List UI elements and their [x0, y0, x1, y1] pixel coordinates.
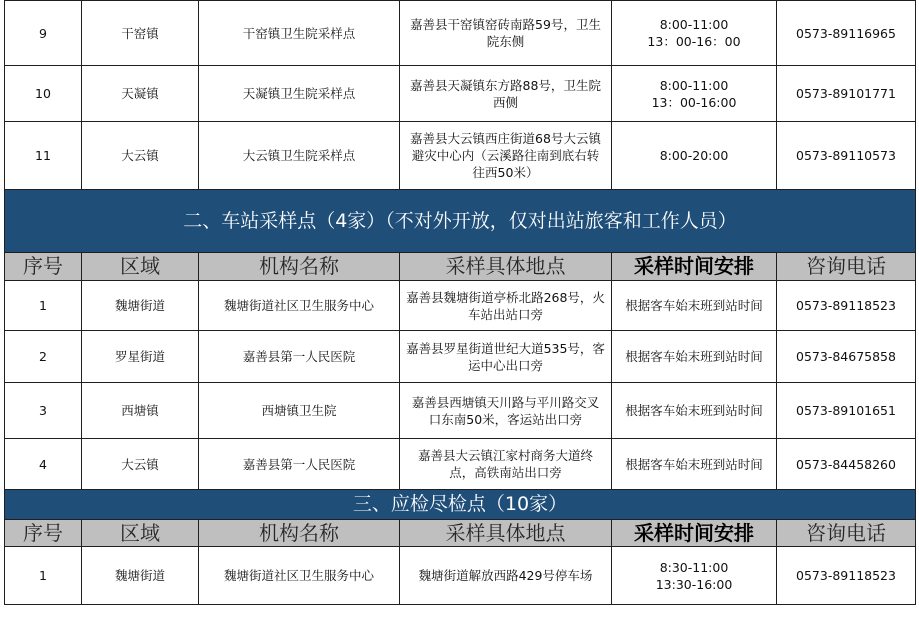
time-line: 8:00-20:00 — [659, 148, 729, 163]
org-cell: 大云镇卫生院采样点 — [199, 122, 400, 190]
phone-cell: 0573-89110573 — [777, 122, 916, 190]
address-cell: 嘉善县大云镇江家村商务大道终点，高铁南站出口旁 — [400, 439, 612, 490]
section-header-stations — [5, 190, 916, 253]
phone-cell: 0573-89116965 — [777, 1, 916, 66]
org-cell: 天凝镇卫生院采样点 — [199, 66, 400, 122]
column-header-region: 区域 — [82, 520, 199, 547]
address-cell: 嘉善县干窑镇窑砖南路59号，卫生院东侧 — [400, 1, 612, 66]
address-cell: 嘉善县魏塘街道亭桥北路268号，火车站出站口旁 — [400, 281, 612, 331]
table-row — [5, 547, 916, 605]
address-cell: 嘉善县罗星街道世纪大道535号，客运中心出口旁 — [400, 331, 612, 383]
seq-cell: 10 — [5, 66, 82, 122]
table-row — [5, 331, 916, 383]
time-cell — [612, 331, 777, 383]
table-row — [5, 122, 916, 190]
section-title: 二、车站采样点（4家）（不对外开放，仅对出站旅客和工作人员） — [5, 190, 916, 253]
region-cell: 西塘镇 — [82, 383, 199, 439]
table-body — [5, 1, 916, 605]
column-header-region: 区域 — [82, 253, 199, 281]
phone-cell: 0573-89101771 — [777, 66, 916, 122]
time-cell — [612, 383, 777, 439]
region-cell: 天凝镇 — [82, 66, 199, 122]
column-header-row — [5, 253, 916, 281]
time-cell — [612, 281, 777, 331]
column-header-org: 机构名称 — [199, 520, 400, 547]
time-line: 13:30-16:00 — [655, 576, 733, 592]
time-line: 根据客车始末班到站时间 — [625, 403, 763, 418]
time-line: 13：00-16:00 — [651, 94, 737, 110]
time-cell — [612, 547, 777, 605]
org-cell: 西塘镇卫生院 — [199, 383, 400, 439]
seq-cell: 9 — [5, 1, 82, 66]
seq-cell: 4 — [5, 439, 82, 490]
address-cell: 嘉善县西塘镇天川路与平川路交叉口东南50米，客运站出口旁 — [400, 383, 612, 439]
region-cell: 干窑镇 — [82, 1, 199, 66]
region-cell: 魏塘街道 — [82, 547, 199, 605]
section-title: 三、应检尽检点（10家） — [5, 490, 916, 520]
column-header-org: 机构名称 — [199, 253, 400, 281]
section-header-mandatory — [5, 490, 916, 520]
time-line: 8:00-11:00 — [659, 17, 729, 32]
table-row — [5, 66, 916, 122]
org-cell: 嘉善县第一人民医院 — [199, 331, 400, 383]
time-line: 根据客车始末班到站时间 — [625, 349, 763, 364]
column-header-seq: 序号 — [5, 520, 82, 547]
table-row — [5, 281, 916, 331]
region-cell: 罗星街道 — [82, 331, 199, 383]
table-row — [5, 1, 916, 66]
column-header-seq: 序号 — [5, 253, 82, 281]
time-line: 8:00-11:00 — [659, 77, 729, 93]
phone-cell: 0573-89118523 — [777, 547, 916, 605]
address-cell: 嘉善县天凝镇东方路88号，卫生院西侧 — [400, 66, 612, 122]
phone-cell: 0573-84675858 — [777, 331, 916, 383]
time-line: 8:30-11:00 — [659, 559, 729, 575]
table-row — [5, 383, 916, 439]
column-header-address: 采样具体地点 — [400, 253, 612, 281]
column-header-time: 采样时间安排 — [612, 520, 777, 547]
sampling-sites-table — [4, 0, 916, 605]
seq-cell: 2 — [5, 331, 82, 383]
seq-cell: 11 — [5, 122, 82, 190]
org-cell: 魏塘街道社区卫生服务中心 — [199, 547, 400, 605]
seq-cell: 1 — [5, 547, 82, 605]
phone-cell: 0573-84458260 — [777, 439, 916, 490]
time-line: 13：00-16：00 — [647, 34, 741, 49]
time-line: 根据客车始末班到站时间 — [625, 298, 763, 313]
seq-cell: 3 — [5, 383, 82, 439]
region-cell: 大云镇 — [82, 439, 199, 490]
time-cell — [612, 122, 777, 190]
org-cell: 嘉善县第一人民医院 — [199, 439, 400, 490]
seq-cell: 1 — [5, 281, 82, 331]
column-header-phone: 咨询电话 — [777, 253, 916, 281]
table-row — [5, 439, 916, 490]
address-cell: 嘉善县大云镇西庄街道68号大云镇避灾中心内（云溪路往南到底右转往西50米） — [400, 122, 612, 190]
column-header-time: 采样时间安排 — [612, 253, 777, 281]
column-header-phone: 咨询电话 — [777, 520, 916, 547]
column-header-address: 采样具体地点 — [400, 520, 612, 547]
time-cell — [612, 439, 777, 490]
org-cell: 魏塘街道社区卫生服务中心 — [199, 281, 400, 331]
column-header-row — [5, 520, 916, 547]
time-cell — [612, 66, 777, 122]
phone-cell: 0573-89101651 — [777, 383, 916, 439]
phone-cell: 0573-89118523 — [777, 281, 916, 331]
region-cell: 魏塘街道 — [82, 281, 199, 331]
address-cell: 魏塘街道解放西路429号停车场 — [400, 547, 612, 605]
region-cell: 大云镇 — [82, 122, 199, 190]
time-line: 根据客车始末班到站时间 — [625, 456, 763, 472]
org-cell: 干窑镇卫生院采样点 — [199, 1, 400, 66]
time-cell — [612, 1, 777, 66]
